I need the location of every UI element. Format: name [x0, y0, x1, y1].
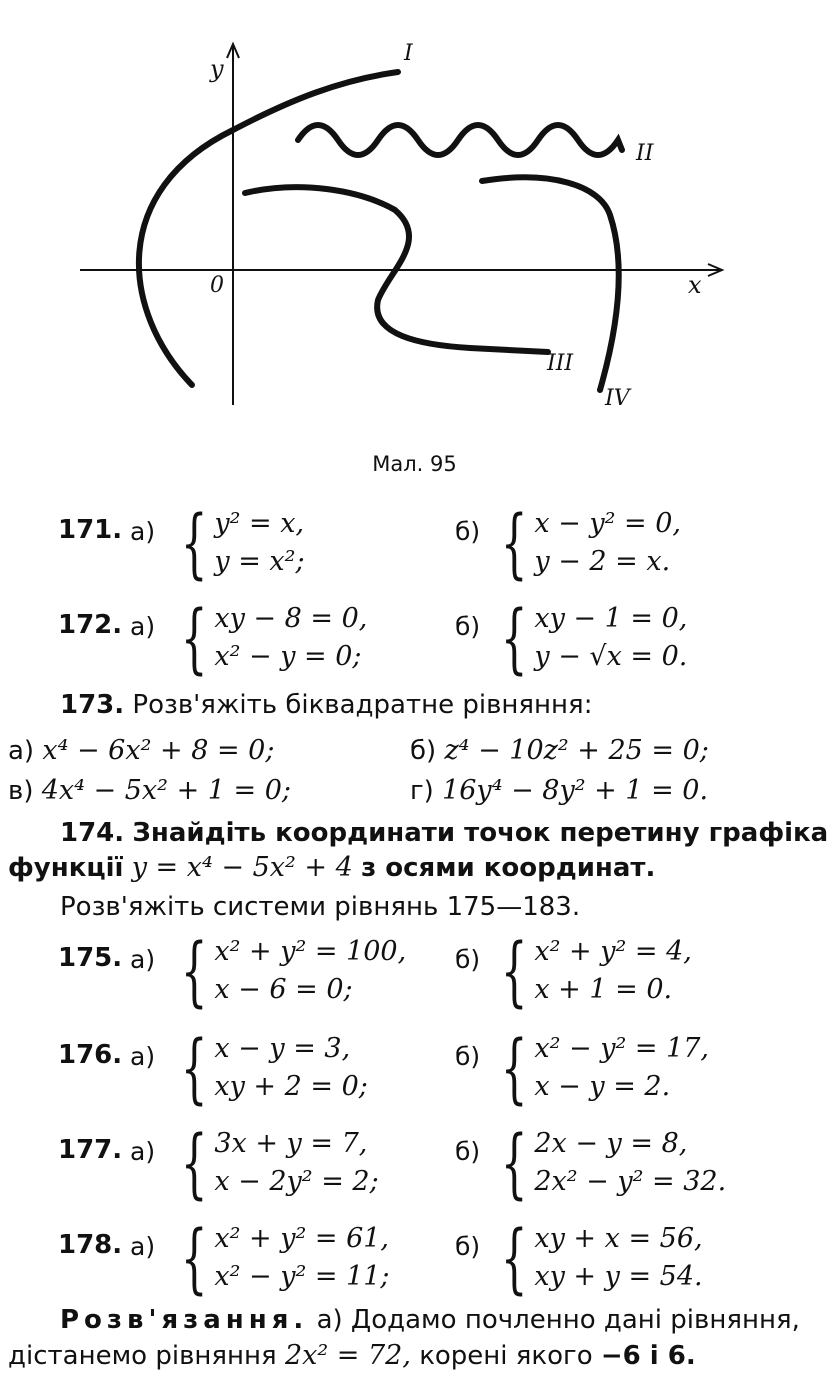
- system-b: [490, 593, 688, 682]
- curve-ii: [298, 125, 622, 155]
- equation: 2x − y = 8,: [534, 1128, 688, 1159]
- equation: 2x² = 72,: [284, 1340, 411, 1371]
- system-a: [170, 498, 305, 587]
- brace-icon: {: [500, 498, 528, 587]
- part-b-label: б): [455, 1042, 481, 1071]
- problem-174-line2: [8, 852, 655, 883]
- part-a-label: а): [130, 1042, 156, 1071]
- equation: z⁴ − 10z² + 25 = 0;: [444, 735, 709, 766]
- problem-number: 176.: [58, 1040, 123, 1070]
- solution-text: а) Додамо почленно дані рівняння,: [316, 1305, 800, 1335]
- origin-label: 0: [210, 273, 224, 298]
- problem-number: 178.: [58, 1230, 123, 1260]
- curve-i: [139, 72, 398, 385]
- brace-icon: {: [180, 1023, 208, 1112]
- equation: xy − 8 = 0,: [214, 603, 368, 634]
- system-a: [170, 926, 407, 1015]
- system-a: [170, 1023, 368, 1112]
- problem-174-line1: [60, 818, 828, 848]
- problem-number: 171.: [58, 515, 123, 545]
- solution-line1: [60, 1305, 800, 1335]
- problem-173-b: [410, 735, 709, 766]
- part-a-label: а): [130, 517, 156, 546]
- system-b: [490, 498, 682, 587]
- system-b: [490, 926, 692, 1015]
- solution-text: корені якого: [419, 1341, 593, 1371]
- part-b-label: б): [455, 1232, 481, 1261]
- part-b-label: б): [455, 612, 481, 641]
- curve-iii-label: III: [547, 351, 574, 376]
- problem-number: 173.: [60, 690, 125, 720]
- part-b-label: б): [410, 736, 437, 766]
- problem-text: з осями координат.: [361, 853, 656, 883]
- system-b: [490, 1023, 710, 1112]
- system-a: [170, 1118, 379, 1207]
- brace-icon: {: [500, 926, 528, 1015]
- part-b-label: б): [455, 1137, 481, 1166]
- equation: x − y = 3,: [214, 1033, 351, 1064]
- equation: xy − 1 = 0,: [534, 603, 688, 634]
- brace-icon: {: [500, 1213, 528, 1302]
- equation: y = x⁴ − 5x² + 4: [131, 852, 353, 883]
- part-a-label: а): [130, 1137, 156, 1166]
- brace-icon: {: [180, 498, 208, 587]
- brace-icon: {: [500, 593, 528, 682]
- equation: 3x + y = 7,: [214, 1128, 368, 1159]
- equation: x² + y² = 61,: [214, 1223, 390, 1254]
- problem-173-a: [8, 735, 274, 766]
- x-axis-label: x: [688, 271, 702, 299]
- equation: 16y⁴ − 8y² + 1 = 0.: [442, 775, 709, 806]
- solution-line2: [8, 1340, 696, 1371]
- equation: 4x⁴ − 5x² + 1 = 0;: [41, 775, 292, 806]
- problem-number: 175.: [58, 943, 123, 973]
- part-a-label: а): [130, 612, 156, 641]
- equation: x − 6 = 0;: [214, 974, 353, 1005]
- equation: y² = x,: [214, 508, 305, 539]
- equation: y − 2 = x.: [534, 546, 671, 577]
- problem-text: функції: [8, 853, 124, 883]
- part-c-label: в): [8, 776, 34, 806]
- equation: x − y² = 0,: [534, 508, 682, 539]
- problem-173-c: [8, 775, 291, 806]
- part-d-label: г): [410, 776, 434, 806]
- equation: xy + x = 56,: [534, 1223, 703, 1254]
- problem-173-d: [410, 775, 708, 806]
- problem-number: 174.: [60, 818, 125, 848]
- figure-caption: Мал. 95: [372, 452, 457, 476]
- solution-label: Розв'язання.: [60, 1305, 309, 1335]
- system-b: [490, 1118, 727, 1207]
- equation: x − 2y² = 2;: [214, 1166, 379, 1197]
- part-a-label: а): [130, 1232, 156, 1261]
- equation: xy + 2 = 0;: [214, 1071, 368, 1102]
- problem-number: 172.: [58, 610, 123, 640]
- system-a: [170, 593, 368, 682]
- brace-icon: {: [180, 926, 208, 1015]
- part-a-label: а): [130, 945, 156, 974]
- equation: y − √x = 0.: [534, 641, 688, 672]
- problem-173-heading: [60, 690, 592, 720]
- brace-icon: {: [500, 1023, 528, 1112]
- brace-icon: {: [180, 1213, 208, 1302]
- systems-intro: Розв'яжіть системи рівнянь 175—183.: [60, 892, 581, 922]
- problem-text: Розв'яжіть біквадратне рівняння:: [132, 690, 593, 720]
- problem-text: Знайдіть координати точок перетину графіка: [132, 818, 829, 848]
- equation: x² − y² = 17,: [534, 1033, 710, 1064]
- part-b-label: б): [455, 517, 481, 546]
- equation: x² + y² = 100,: [214, 936, 407, 967]
- brace-icon: {: [180, 1118, 208, 1207]
- brace-icon: {: [180, 593, 208, 682]
- solution-text: дістанемо рівняння: [8, 1341, 277, 1371]
- equation: xy + y = 54.: [534, 1261, 703, 1292]
- system-b: [490, 1213, 703, 1302]
- equation: x² − y = 0;: [214, 641, 362, 672]
- equation: x² − y² = 11;: [214, 1261, 390, 1292]
- equation: x² + y² = 4,: [534, 936, 692, 967]
- y-axis-label: y: [210, 55, 224, 83]
- curve-i-label: I: [404, 41, 413, 66]
- equation: x⁴ − 6x² + 8 = 0;: [42, 735, 275, 766]
- equation: x − y = 2.: [534, 1071, 671, 1102]
- equation: 2x² − y² = 32.: [534, 1166, 727, 1197]
- figure-graph: [0, 0, 829, 440]
- equation: y = x²;: [214, 546, 305, 577]
- problem-number: 177.: [58, 1135, 123, 1165]
- curve-iv-label: IV: [605, 386, 630, 411]
- solution-roots: −6 і 6.: [600, 1341, 696, 1371]
- curve-ii-label: II: [636, 141, 654, 166]
- part-b-label: б): [455, 945, 481, 974]
- part-a-label: а): [8, 736, 35, 766]
- system-a: [170, 1213, 390, 1302]
- equation: x + 1 = 0.: [534, 974, 673, 1005]
- brace-icon: {: [500, 1118, 528, 1207]
